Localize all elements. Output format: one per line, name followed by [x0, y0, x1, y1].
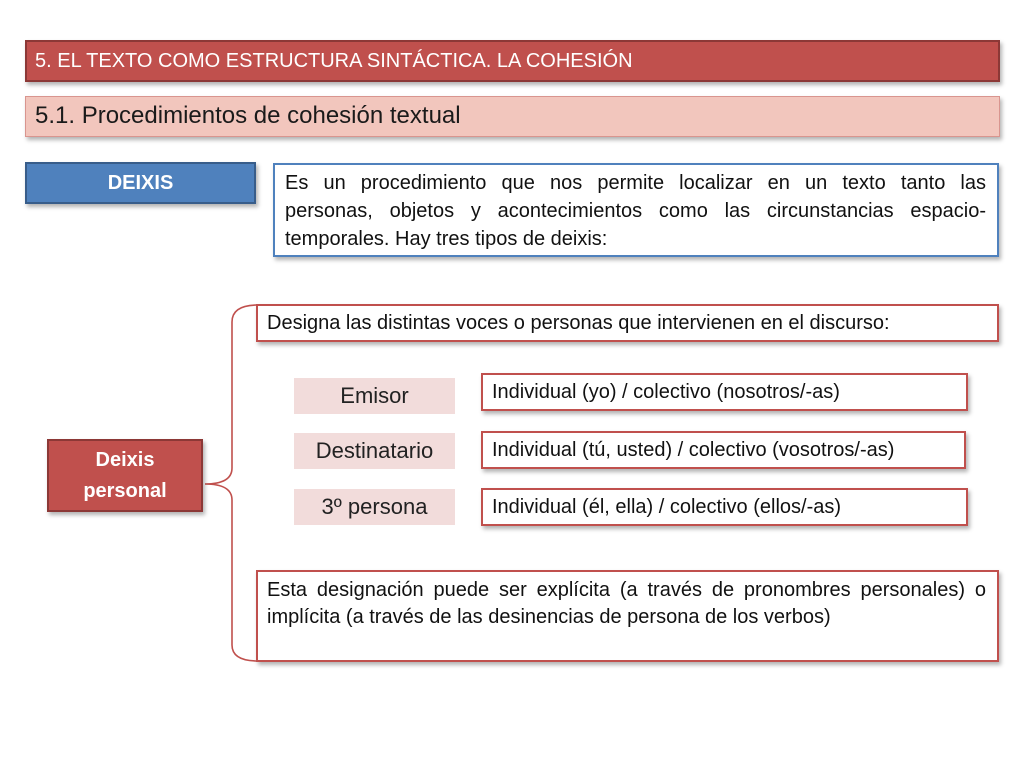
person-description-emisor: [481, 373, 968, 411]
deixis-definition-line: temporales. Hay tres tipos de deixis:: [285, 228, 608, 250]
intro-box: [256, 304, 999, 342]
intro-text: Designa las distintas voces o personas que intervienen en el discurso:: [267, 312, 890, 334]
note-line: implícita (a través de las desinencias de persona de los verbos): [267, 606, 831, 628]
subsection-title: 5.1. Procedimientos de cohesión textual: [35, 102, 461, 129]
designation-note-box: [256, 570, 999, 662]
person-description-text: Individual (tú, usted) / colectivo (vosotros/-as): [492, 439, 895, 461]
subsection-title-bar: [25, 96, 1000, 137]
person-description-text: Individual (él, ella) / colectivo (ellos/-as): [492, 496, 842, 518]
person-label-emisor: [294, 378, 455, 414]
deixis-definition-box: [273, 163, 999, 257]
person-label-text: 3º persona: [321, 494, 428, 519]
person-label-text: Emisor: [340, 383, 409, 408]
person-description-tercera: [481, 488, 968, 526]
deixis-personal-box: [47, 439, 203, 512]
deixis-definition-line: Es un procedimiento que nos permite localizar en un texto tanto las: [285, 172, 986, 194]
person-description-destinatario: [481, 431, 966, 469]
brace-path: [205, 305, 258, 661]
deixis-personal-label: Deixis personal: [83, 448, 167, 502]
person-label-tercera: [294, 489, 455, 525]
deixis-box: [25, 162, 256, 204]
deixis-definition-line: personas, objetos y acontecimientos como las circunstancias espacio-: [285, 200, 986, 222]
note-line: Esta designación puede ser explícita (a través de pronombres personales) o: [267, 579, 986, 601]
section-title-bar: [25, 40, 1000, 82]
person-description-text: Individual (yo) / colectivo (nosotros/-as): [492, 381, 840, 403]
person-label-destinatario: [294, 433, 455, 469]
section-title: 5. EL TEXTO COMO ESTRUCTURA SINTÁCTICA. LA COHESIÓN: [35, 50, 633, 72]
person-label-text: Destinatario: [315, 438, 434, 463]
deixis-label: DEIXIS: [107, 172, 174, 194]
